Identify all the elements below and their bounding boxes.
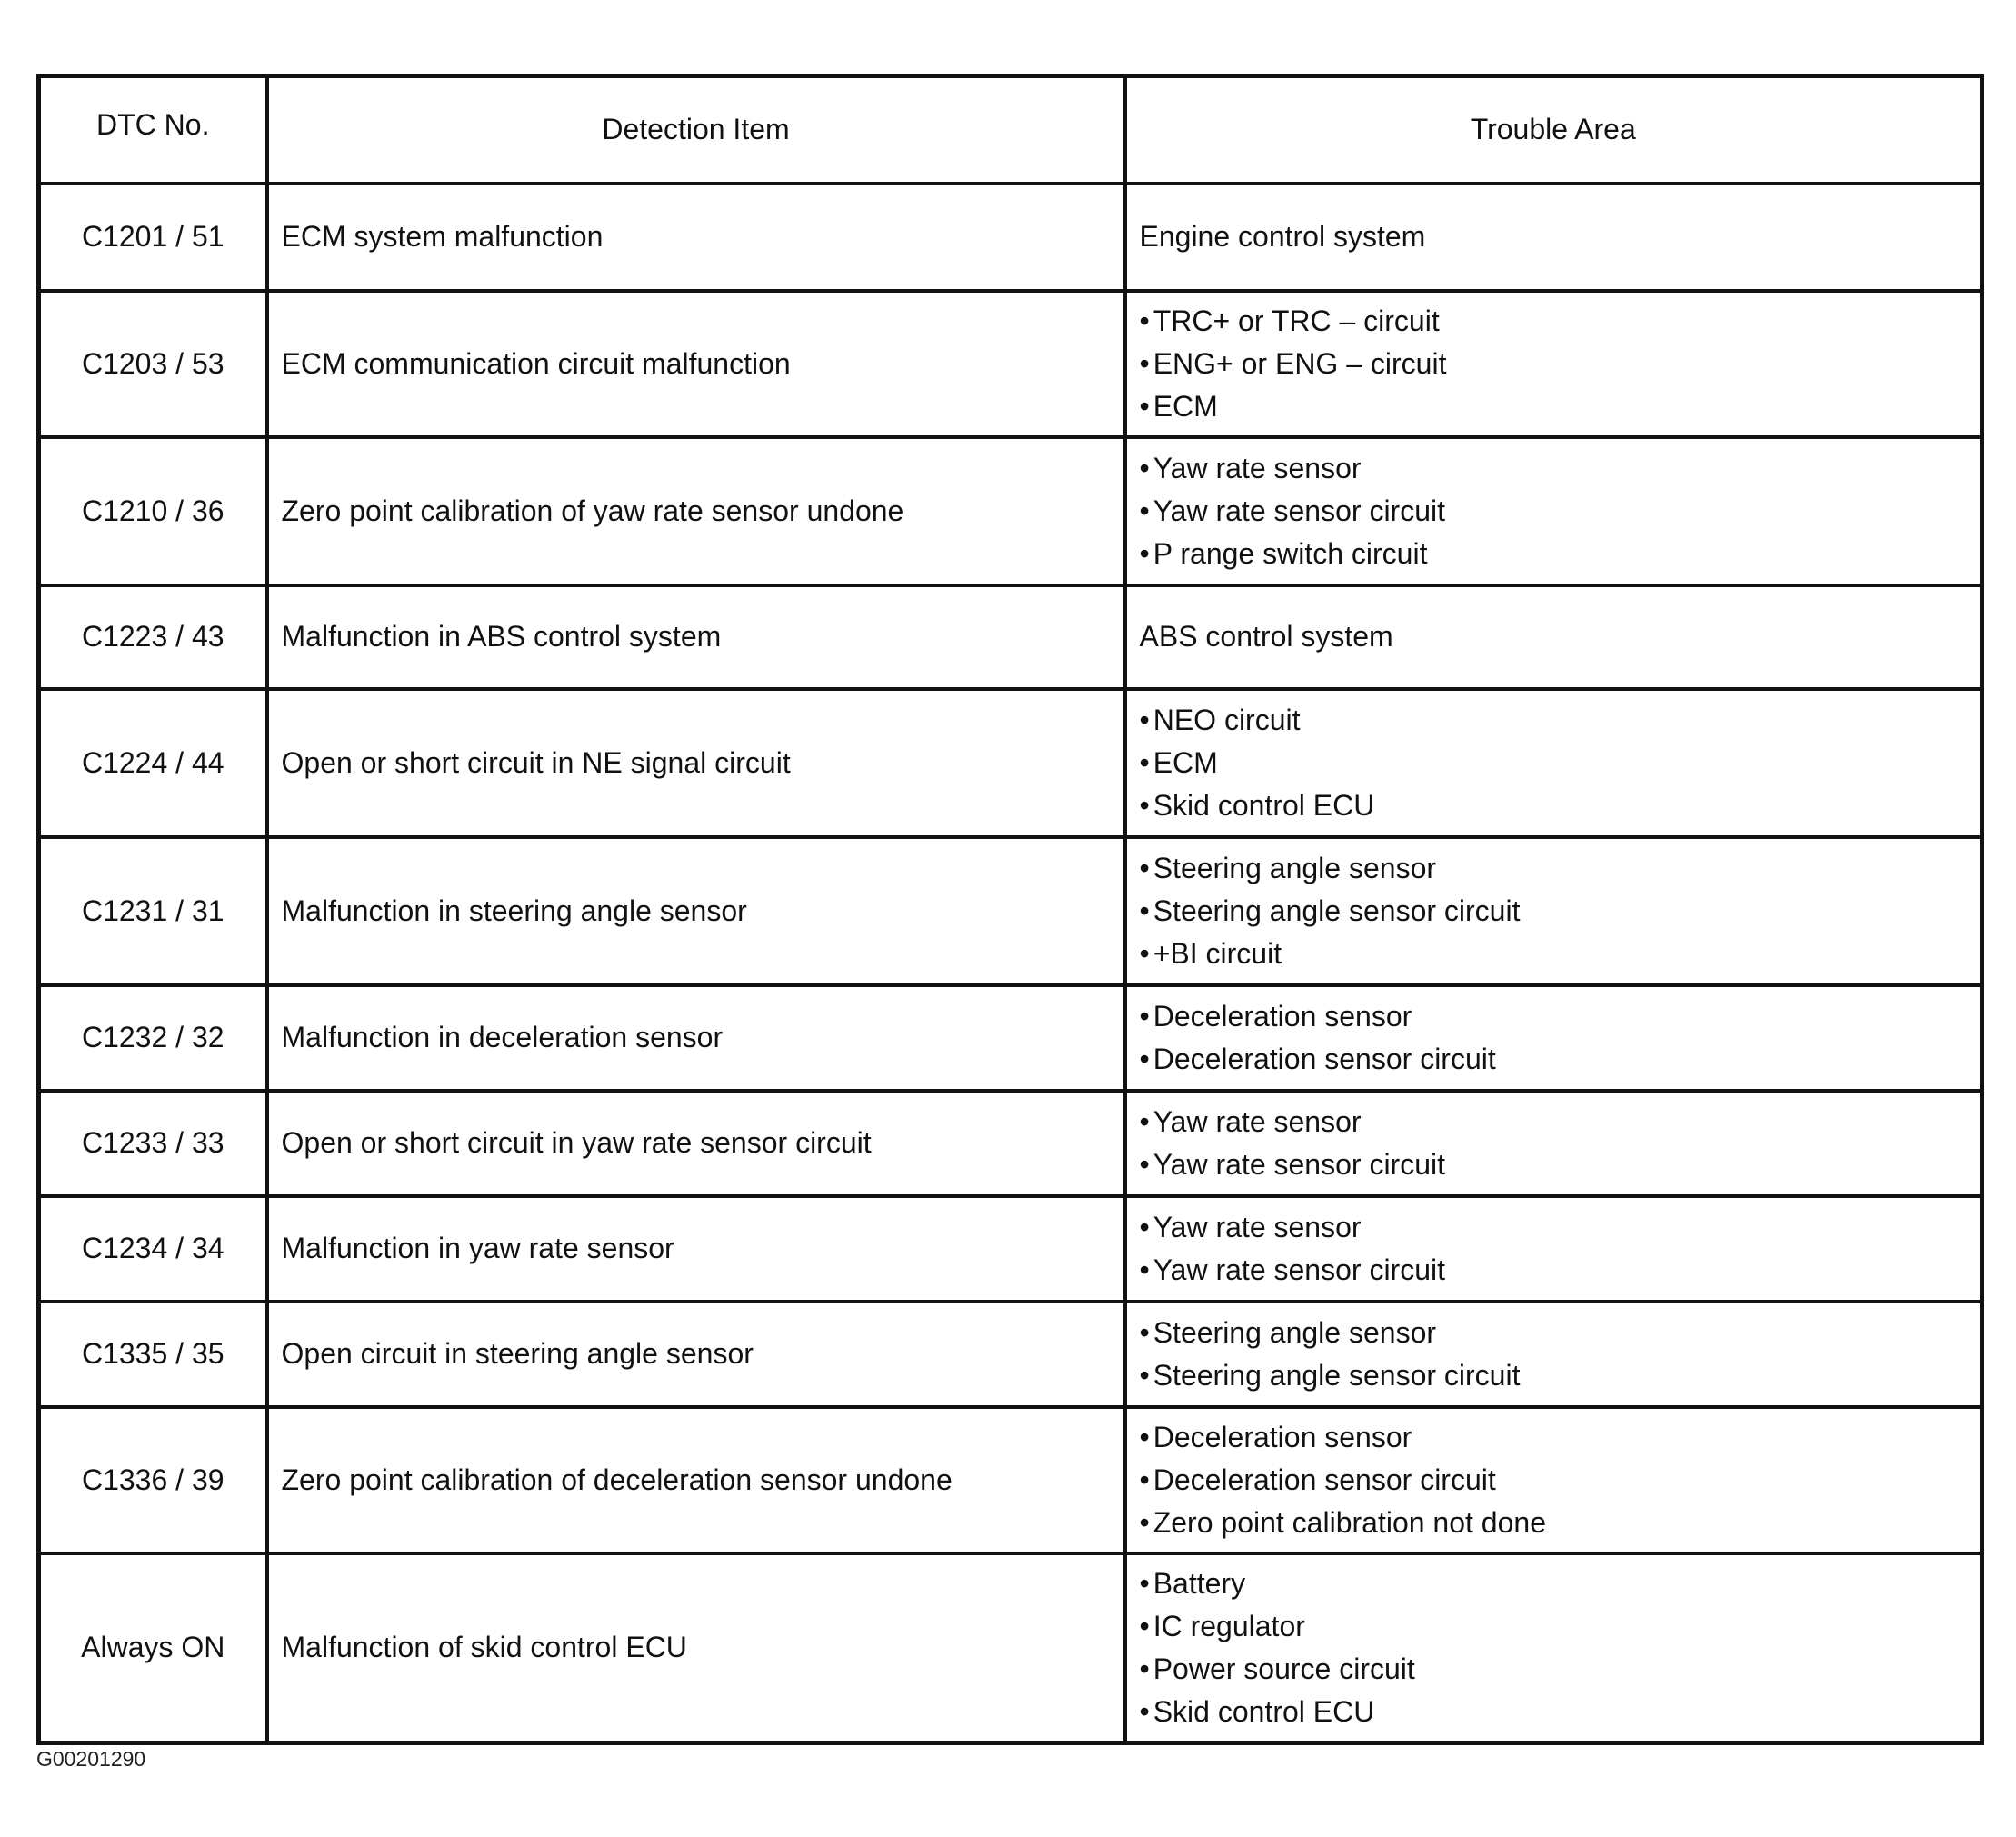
trouble-area	[1125, 291, 1982, 437]
trouble-area	[1125, 1302, 1982, 1407]
dtc-code: C1336 / 39	[39, 1407, 267, 1553]
trouble-area-item: • Deceleration sensor circuit	[1140, 1038, 1981, 1081]
trouble-area-list	[1140, 1206, 1981, 1292]
dtc-code: C1234 / 34	[39, 1196, 267, 1302]
table-row	[39, 291, 1982, 437]
trouble-area	[1125, 689, 1982, 837]
table-row	[39, 1196, 1982, 1302]
trouble-area-list	[1140, 1416, 1981, 1544]
trouble-area-item: • ECM	[1140, 742, 1981, 784]
header-trouble-area: Trouble Area	[1125, 76, 1982, 184]
trouble-area-item: • Steering angle sensor circuit	[1140, 1354, 1981, 1397]
detection-item: Malfunction in ABS control system	[267, 585, 1125, 689]
dtc-code: Always ON	[39, 1553, 267, 1743]
detection-item: Zero point calibration of yaw rate sensor undone	[267, 437, 1125, 585]
header-dtc-no: DTC No.	[39, 76, 267, 184]
detection-item: Malfunction of skid control ECU	[267, 1553, 1125, 1743]
trouble-area-item: • Zero point calibration not done	[1140, 1502, 1981, 1544]
trouble-area	[1125, 1091, 1982, 1196]
table-row	[39, 985, 1982, 1091]
trouble-area-item: • Yaw rate sensor circuit	[1140, 1143, 1981, 1186]
detection-item: Open or short circuit in NE signal circuit	[267, 689, 1125, 837]
dtc-code: C1203 / 53	[39, 291, 267, 437]
detection-item: Open or short circuit in yaw rate sensor circuit	[267, 1091, 1125, 1196]
dtc-code: C1201 / 51	[39, 184, 267, 291]
header-row	[39, 76, 1982, 184]
table-row	[39, 437, 1982, 585]
dtc-code: C1231 / 31	[39, 837, 267, 985]
trouble-area-item: • Steering angle sensor	[1140, 1312, 1981, 1354]
detection-item: ECM communication circuit malfunction	[267, 291, 1125, 437]
trouble-area-item: • +BI circuit	[1140, 933, 1981, 975]
header-detection-item: Detection Item	[267, 76, 1125, 184]
trouble-area	[1125, 985, 1982, 1091]
table-row	[39, 585, 1982, 689]
trouble-area-item: • ENG+ or ENG – circuit	[1140, 343, 1981, 385]
detection-item: Malfunction in deceleration sensor	[267, 985, 1125, 1091]
trouble-area	[1125, 1407, 1982, 1553]
trouble-area-item: • Deceleration sensor	[1140, 1416, 1981, 1459]
table-row	[39, 1091, 1982, 1196]
trouble-area-list	[1140, 447, 1981, 575]
trouble-area-list	[1140, 699, 1981, 827]
table-row	[39, 184, 1982, 291]
trouble-area-item: • Deceleration sensor	[1140, 995, 1981, 1038]
detection-item: ECM system malfunction	[267, 184, 1125, 291]
trouble-area-item: • Yaw rate sensor	[1140, 1101, 1981, 1143]
dtc-code: C1224 / 44	[39, 689, 267, 837]
dtc-code: C1232 / 32	[39, 985, 267, 1091]
trouble-area-list	[1140, 1312, 1981, 1397]
trouble-area-list	[1140, 1101, 1981, 1186]
dtc-code: C1233 / 33	[39, 1091, 267, 1196]
table-row	[39, 689, 1982, 837]
trouble-area-list	[1140, 847, 1981, 975]
table-row	[39, 1302, 1982, 1407]
trouble-area-item: • P range switch circuit	[1140, 533, 1981, 575]
dtc-code: C1223 / 43	[39, 585, 267, 689]
trouble-area-item: • Power source circuit	[1140, 1648, 1981, 1691]
trouble-area-item: • Steering angle sensor	[1140, 847, 1981, 890]
trouble-area	[1125, 1553, 1982, 1743]
trouble-area-item: • Steering angle sensor circuit	[1140, 890, 1981, 933]
trouble-area-item: • ECM	[1140, 385, 1981, 428]
trouble-area-item: • Yaw rate sensor circuit	[1140, 1249, 1981, 1292]
dtc-code: C1335 / 35	[39, 1302, 267, 1407]
trouble-area-item: • NEO circuit	[1140, 699, 1981, 742]
trouble-area	[1125, 837, 1982, 985]
trouble-area-item: • Yaw rate sensor	[1140, 1206, 1981, 1249]
table-row	[39, 837, 1982, 985]
trouble-area-item: • Skid control ECU	[1140, 784, 1981, 827]
dtc-table	[36, 74, 1984, 1745]
trouble-area: ABS control system	[1125, 585, 1982, 689]
detection-item: Malfunction in yaw rate sensor	[267, 1196, 1125, 1302]
table-row	[39, 1407, 1982, 1553]
trouble-area-item: • Yaw rate sensor circuit	[1140, 490, 1981, 533]
trouble-area-list	[1140, 1562, 1981, 1733]
detection-item: Malfunction in steering angle sensor	[267, 837, 1125, 985]
trouble-area-item: • Battery	[1140, 1562, 1981, 1605]
trouble-area-list	[1140, 300, 1981, 428]
table-row	[39, 1553, 1982, 1743]
trouble-area-item: • Yaw rate sensor	[1140, 447, 1981, 490]
trouble-area-item: • TRC+ or TRC – circuit	[1140, 300, 1981, 343]
figure-id: G00201290	[36, 1747, 146, 1771]
trouble-area-item: • IC regulator	[1140, 1605, 1981, 1648]
dtc-code: C1210 / 36	[39, 437, 267, 585]
detection-item: Open circuit in steering angle sensor	[267, 1302, 1125, 1407]
trouble-area: Engine control system	[1125, 184, 1982, 291]
trouble-area	[1125, 437, 1982, 585]
trouble-area-item: • Deceleration sensor circuit	[1140, 1459, 1981, 1502]
detection-item: Zero point calibration of deceleration sensor undone	[267, 1407, 1125, 1553]
trouble-area-list	[1140, 995, 1981, 1081]
trouble-area-item: • Skid control ECU	[1140, 1691, 1981, 1733]
trouble-area	[1125, 1196, 1982, 1302]
